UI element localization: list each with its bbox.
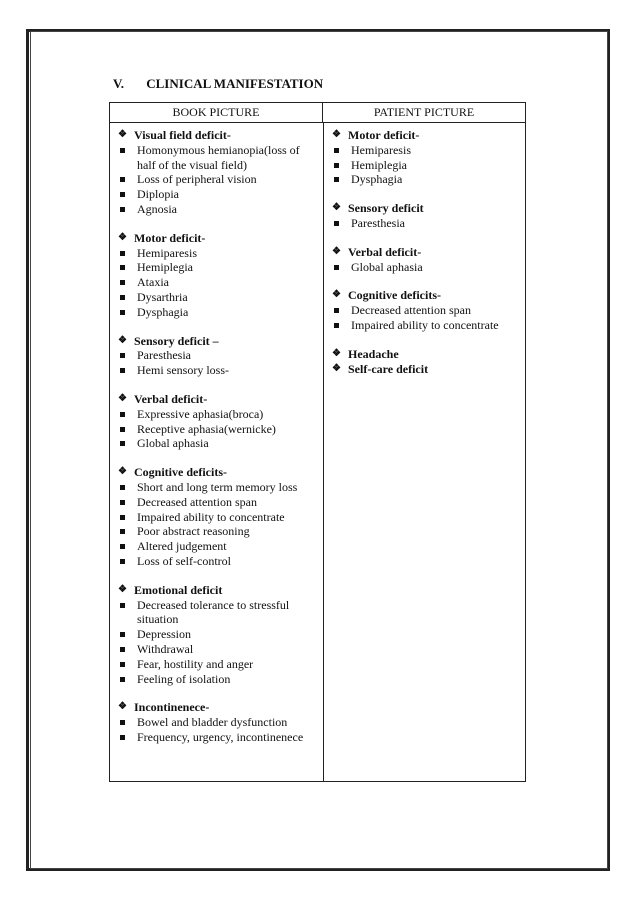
section-title-text: Cognitive deficits- bbox=[348, 288, 441, 303]
list-item-text: Impaired ability to concentrate bbox=[351, 317, 499, 332]
diamond-bullet-icon: ❖ bbox=[118, 129, 127, 140]
diamond-bullet-icon: ❖ bbox=[118, 583, 127, 595]
patient-picture-column bbox=[330, 128, 525, 390]
square-bullet-icon bbox=[120, 148, 125, 153]
square-bullet-icon bbox=[120, 177, 125, 182]
patient-section bbox=[330, 362, 525, 377]
bullet-list bbox=[116, 348, 320, 378]
list-item bbox=[116, 348, 320, 363]
list-item bbox=[116, 715, 320, 730]
square-bullet-icon bbox=[120, 427, 125, 432]
list-item-text: Paresthesia bbox=[137, 348, 191, 363]
bullet-list bbox=[330, 216, 525, 231]
bullet-list bbox=[330, 303, 525, 333]
list-item-text: Hemi sensory loss- bbox=[137, 363, 229, 378]
list-item bbox=[116, 143, 320, 173]
square-bullet-icon bbox=[120, 603, 125, 608]
square-bullet-icon bbox=[120, 677, 125, 682]
square-bullet-icon bbox=[120, 280, 125, 285]
square-bullet-icon bbox=[334, 221, 339, 226]
list-item bbox=[116, 305, 320, 320]
square-bullet-icon bbox=[120, 559, 125, 564]
book-section bbox=[116, 334, 320, 378]
list-item bbox=[116, 363, 320, 378]
section-title bbox=[116, 583, 320, 598]
list-item-text: Withdrawal bbox=[137, 641, 194, 656]
section-title-text: Cognitive deficits- bbox=[134, 465, 227, 480]
list-item bbox=[116, 275, 320, 290]
list-item bbox=[116, 657, 320, 672]
section-title-text: Verbal deficit- bbox=[134, 391, 208, 406]
square-bullet-icon bbox=[120, 412, 125, 417]
book-section bbox=[116, 700, 320, 744]
list-item-text: Hemiplegia bbox=[351, 157, 407, 172]
list-item-text: Poor abstract reasoning bbox=[137, 524, 250, 539]
square-bullet-icon bbox=[120, 544, 125, 549]
list-item-text: Feeling of isolation bbox=[137, 671, 231, 686]
section-title bbox=[116, 465, 320, 480]
diamond-bullet-icon: ❖ bbox=[118, 466, 127, 478]
diamond-bullet-icon: ❖ bbox=[332, 129, 341, 140]
list-item bbox=[330, 216, 525, 231]
square-bullet-icon bbox=[120, 500, 125, 505]
list-item bbox=[116, 627, 320, 642]
list-item-text: Decreased attention span bbox=[351, 303, 471, 318]
square-bullet-icon bbox=[120, 485, 125, 490]
diamond-bullet-icon: ❖ bbox=[118, 334, 127, 346]
bullet-list bbox=[116, 598, 320, 687]
list-item bbox=[116, 598, 320, 628]
square-bullet-icon bbox=[120, 295, 125, 300]
book-section bbox=[116, 128, 320, 217]
list-item bbox=[116, 172, 320, 187]
section-title bbox=[116, 128, 320, 143]
section-title-text: Self-care deficit bbox=[348, 361, 429, 376]
patient-picture-header: PATIENT PICTURE bbox=[373, 105, 475, 119]
list-item bbox=[116, 524, 320, 539]
list-item-text: Loss of self-control bbox=[137, 553, 231, 568]
list-item-text: Dysphagia bbox=[137, 304, 189, 319]
list-item-text: Decreased attention span bbox=[137, 494, 257, 509]
list-item bbox=[116, 422, 320, 437]
list-item-text: Dysphagia bbox=[351, 172, 403, 187]
bullet-list bbox=[116, 143, 320, 217]
section-title-text: Motor deficit- bbox=[134, 230, 206, 245]
square-bullet-icon bbox=[120, 529, 125, 534]
bullet-list bbox=[116, 715, 320, 745]
square-bullet-icon bbox=[120, 368, 125, 373]
square-bullet-icon bbox=[120, 353, 125, 358]
square-bullet-icon bbox=[120, 515, 125, 520]
list-item-text: Fear, hostility and anger bbox=[137, 656, 254, 671]
square-bullet-icon bbox=[334, 308, 339, 313]
section-title-text: Visual field deficit- bbox=[134, 128, 231, 142]
square-bullet-icon bbox=[120, 720, 125, 725]
diamond-bullet-icon: ❖ bbox=[332, 289, 341, 301]
section-title-text: Motor deficit- bbox=[348, 128, 420, 142]
list-item bbox=[116, 187, 320, 202]
list-item bbox=[116, 246, 320, 261]
list-item bbox=[330, 143, 525, 158]
section-title bbox=[116, 392, 320, 407]
book-section bbox=[116, 392, 320, 451]
square-bullet-icon bbox=[120, 662, 125, 667]
list-item-text: Frequency, urgency, incontinenece bbox=[137, 729, 304, 744]
list-item bbox=[116, 407, 320, 422]
section-title bbox=[330, 288, 525, 303]
list-item-text: Paresthesia bbox=[351, 215, 405, 230]
diamond-bullet-icon: ❖ bbox=[118, 701, 127, 713]
patient-section bbox=[330, 245, 525, 275]
bullet-list bbox=[116, 246, 320, 320]
square-bullet-icon bbox=[334, 265, 339, 270]
list-item bbox=[116, 510, 320, 525]
list-item-text: Depression bbox=[137, 627, 191, 642]
section-title bbox=[330, 128, 525, 143]
square-bullet-icon bbox=[120, 207, 125, 212]
list-item bbox=[330, 303, 525, 318]
section-number: V. bbox=[113, 76, 124, 91]
bullet-list bbox=[116, 480, 320, 569]
book-picture-column bbox=[116, 128, 320, 759]
list-item bbox=[116, 202, 320, 217]
square-bullet-icon bbox=[120, 251, 125, 256]
list-item bbox=[116, 672, 320, 687]
section-title-text: Sensory deficit bbox=[348, 201, 424, 216]
section-title-text: Emotional deficit bbox=[134, 582, 223, 597]
square-bullet-icon bbox=[334, 323, 339, 328]
bullet-list bbox=[330, 143, 525, 187]
list-item bbox=[116, 554, 320, 569]
book-picture-header: BOOK PICTURE bbox=[110, 103, 323, 122]
list-item bbox=[330, 172, 525, 187]
list-item bbox=[330, 318, 525, 333]
section-title-text: Verbal deficit- bbox=[348, 244, 422, 259]
section-title: CLINICAL MANIFESTATION bbox=[146, 76, 324, 91]
list-item-text: Hemiparesis bbox=[351, 142, 411, 157]
square-bullet-icon bbox=[334, 148, 339, 153]
list-item-text: Short and long term memory loss bbox=[137, 479, 298, 494]
list-item-text: Loss of peripheral vision bbox=[137, 172, 257, 187]
book-section bbox=[116, 231, 320, 320]
square-bullet-icon bbox=[120, 632, 125, 637]
patient-section bbox=[330, 201, 525, 231]
section-title-text: Incontinenece- bbox=[134, 700, 210, 715]
list-item-text: Homonymous hemianopia(loss of half of the visual field) bbox=[137, 142, 300, 172]
square-bullet-icon bbox=[120, 265, 125, 270]
diamond-bullet-icon: ❖ bbox=[118, 231, 127, 243]
book-section bbox=[116, 583, 320, 687]
patient-section bbox=[330, 128, 525, 187]
list-item-text: Altered judgement bbox=[137, 539, 227, 554]
patient-section bbox=[330, 288, 525, 332]
list-item bbox=[116, 436, 320, 451]
list-item-text: Expressive aphasia(broca) bbox=[137, 406, 264, 421]
diamond-bullet-icon: ❖ bbox=[332, 362, 341, 374]
diamond-bullet-icon: ❖ bbox=[332, 347, 341, 359]
manifestation-table bbox=[109, 102, 526, 782]
patient-section bbox=[330, 347, 525, 362]
list-item-text: Global aphasia bbox=[351, 259, 423, 274]
bullet-list bbox=[330, 260, 525, 275]
list-item-text: Hemiparesis bbox=[137, 245, 197, 260]
list-item bbox=[116, 260, 320, 275]
section-title bbox=[330, 245, 525, 260]
square-bullet-icon bbox=[120, 441, 125, 446]
bullet-list bbox=[116, 407, 320, 451]
section-title-text: Headache bbox=[348, 346, 399, 361]
list-item-text: Decreased tolerance to stressful situation bbox=[137, 597, 290, 627]
list-item bbox=[330, 260, 525, 275]
table-header-row bbox=[110, 103, 525, 123]
section-title bbox=[116, 231, 320, 246]
list-item-text: Diplopia bbox=[137, 187, 179, 202]
list-item-text: Global aphasia bbox=[137, 436, 209, 451]
diamond-bullet-icon: ❖ bbox=[332, 245, 341, 257]
square-bullet-icon bbox=[120, 647, 125, 652]
list-item-text: Receptive aphasia(wernicke) bbox=[137, 421, 276, 436]
list-item-text: Agnosia bbox=[137, 201, 177, 216]
list-item bbox=[116, 480, 320, 495]
list-item-text: Dysarthria bbox=[137, 289, 188, 304]
section-title bbox=[330, 347, 525, 362]
list-item bbox=[116, 642, 320, 657]
section-heading bbox=[113, 76, 323, 92]
diamond-bullet-icon: ❖ bbox=[332, 202, 341, 214]
section-title bbox=[116, 700, 320, 715]
section-title bbox=[330, 362, 525, 377]
diamond-bullet-icon: ❖ bbox=[118, 392, 127, 404]
square-bullet-icon bbox=[120, 310, 125, 315]
list-item bbox=[116, 495, 320, 510]
list-item bbox=[116, 730, 320, 745]
square-bullet-icon bbox=[120, 192, 125, 197]
list-item bbox=[116, 290, 320, 305]
column-divider bbox=[323, 122, 324, 781]
list-item-text: Impaired ability to concentrate bbox=[137, 509, 285, 524]
list-item bbox=[330, 158, 525, 173]
square-bullet-icon bbox=[334, 177, 339, 182]
list-item-text: Hemiplegia bbox=[137, 260, 193, 275]
square-bullet-icon bbox=[120, 735, 125, 740]
list-item-text: Ataxia bbox=[137, 275, 169, 290]
section-title bbox=[330, 201, 525, 216]
list-item-text: Bowel and bladder dysfunction bbox=[137, 715, 288, 730]
section-title-text: Sensory deficit – bbox=[134, 333, 219, 348]
book-section bbox=[116, 465, 320, 569]
section-title bbox=[116, 334, 320, 349]
list-item bbox=[116, 539, 320, 554]
square-bullet-icon bbox=[334, 163, 339, 168]
